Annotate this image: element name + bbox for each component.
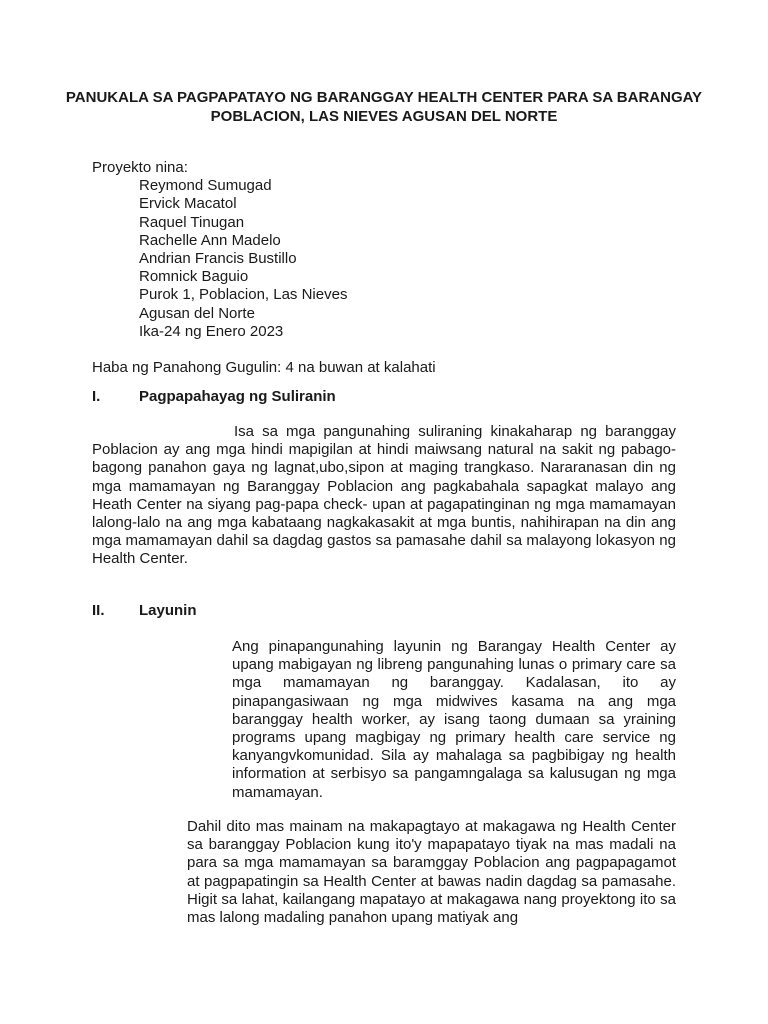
authors-label: Proyekto nina: <box>92 159 188 176</box>
author-line: Romnick Baguio <box>139 268 249 286</box>
section-number: I. <box>92 388 101 405</box>
author-line: Raquel Tinugan <box>139 213 245 231</box>
section-heading-1 <box>92 388 336 406</box>
duration-line: Haba ng Panahong Gugulin: 4 na buwan at kalahati <box>92 359 436 376</box>
section-title: Pagpapahayag ng Suliranin <box>139 388 336 405</box>
author-line: Andrian Francis Bustillo <box>139 250 297 268</box>
address-line: Agusan del Norte <box>139 304 255 322</box>
section-number: II. <box>92 602 105 619</box>
document-title: PANUKALA SA PAGPAPATAYO NG BARANGGAY HEALTH CENTER PARA SA BARANGAY POBLACION, LAS NIEVES AGUSAN DEL NORTE <box>65 89 703 125</box>
authors-list <box>92 177 347 341</box>
section-2-paragraph-2: Dahil dito mas mainam na makapagtayo at makagawa ng Health Center sa baranggay Poblacion kung ito'y mapapatayo tiyak na mas madali na para sa mga mamamayan sa baramggay Poblacion ang pagpapagamot at pagpapatingin sa Health Center at bawas nadin dagdag sa pamasahe. Higit sa lahat, kailangang mapatayo at makagawa nang proyektong ito sa mas lalong madaling panahon upang matiyak ang <box>187 818 676 927</box>
author-line: Rachelle Ann Madelo <box>139 231 281 249</box>
section-title: Layunin <box>139 602 197 619</box>
author-line: Reymond Sumugad <box>139 177 272 195</box>
date-line: Ika-24 ng Enero 2023 <box>139 322 284 340</box>
section-1-paragraph <box>92 423 676 569</box>
project-info <box>92 159 347 341</box>
paragraph-text: Isa sa mga pangunahing suliraning kinakaharap ng baranggay Poblacion ay ang mga hindi mapigilan at hindi maiwsang natural na sakit ng pabago-bagong panahon gaya ng lagnat,ubo,sipon at maging trangkaso. Nararanasan din ng mga mamamayan ng Baranggay Poblacion ang pagkabahala sapagkat malayo ang Heath Center na siyang pag-papa check- upan at pagapatinginan ng mga mamamayan lalong-lalo na ang mga kabataang nagkakasakit at mga buntis, nahihirapan na din ang mga mamamayan dahil sa dagdag gastos sa pamasahe dahil sa malayong lokasyon ng Health Center. <box>92 423 676 568</box>
author-line: Ervick Macatol <box>139 195 237 213</box>
section-heading-2 <box>92 602 197 620</box>
section-2-paragraph-1: Ang pinapangunahing layunin ng Barangay Health Center ay upang mabigayan ng libreng pangunahing lunas o primary care sa mga mamamayan ng baranggay. Kadalasan, ito ay pinapangasiwaan ng mga midwives kasama na ang mga baranggay health worker, ay isang taong dumaan sa yraining programs upang magbigay ng primary health care service ng kanyangvkomunidad. Sila ay mahalaga sa pagbibigay ng health information at serbisyo sa pangamngalaga sa kalusugan ng mga mamamayan. <box>232 638 676 801</box>
address-line: Purok 1, Poblacion, Las Nieves <box>139 286 348 304</box>
